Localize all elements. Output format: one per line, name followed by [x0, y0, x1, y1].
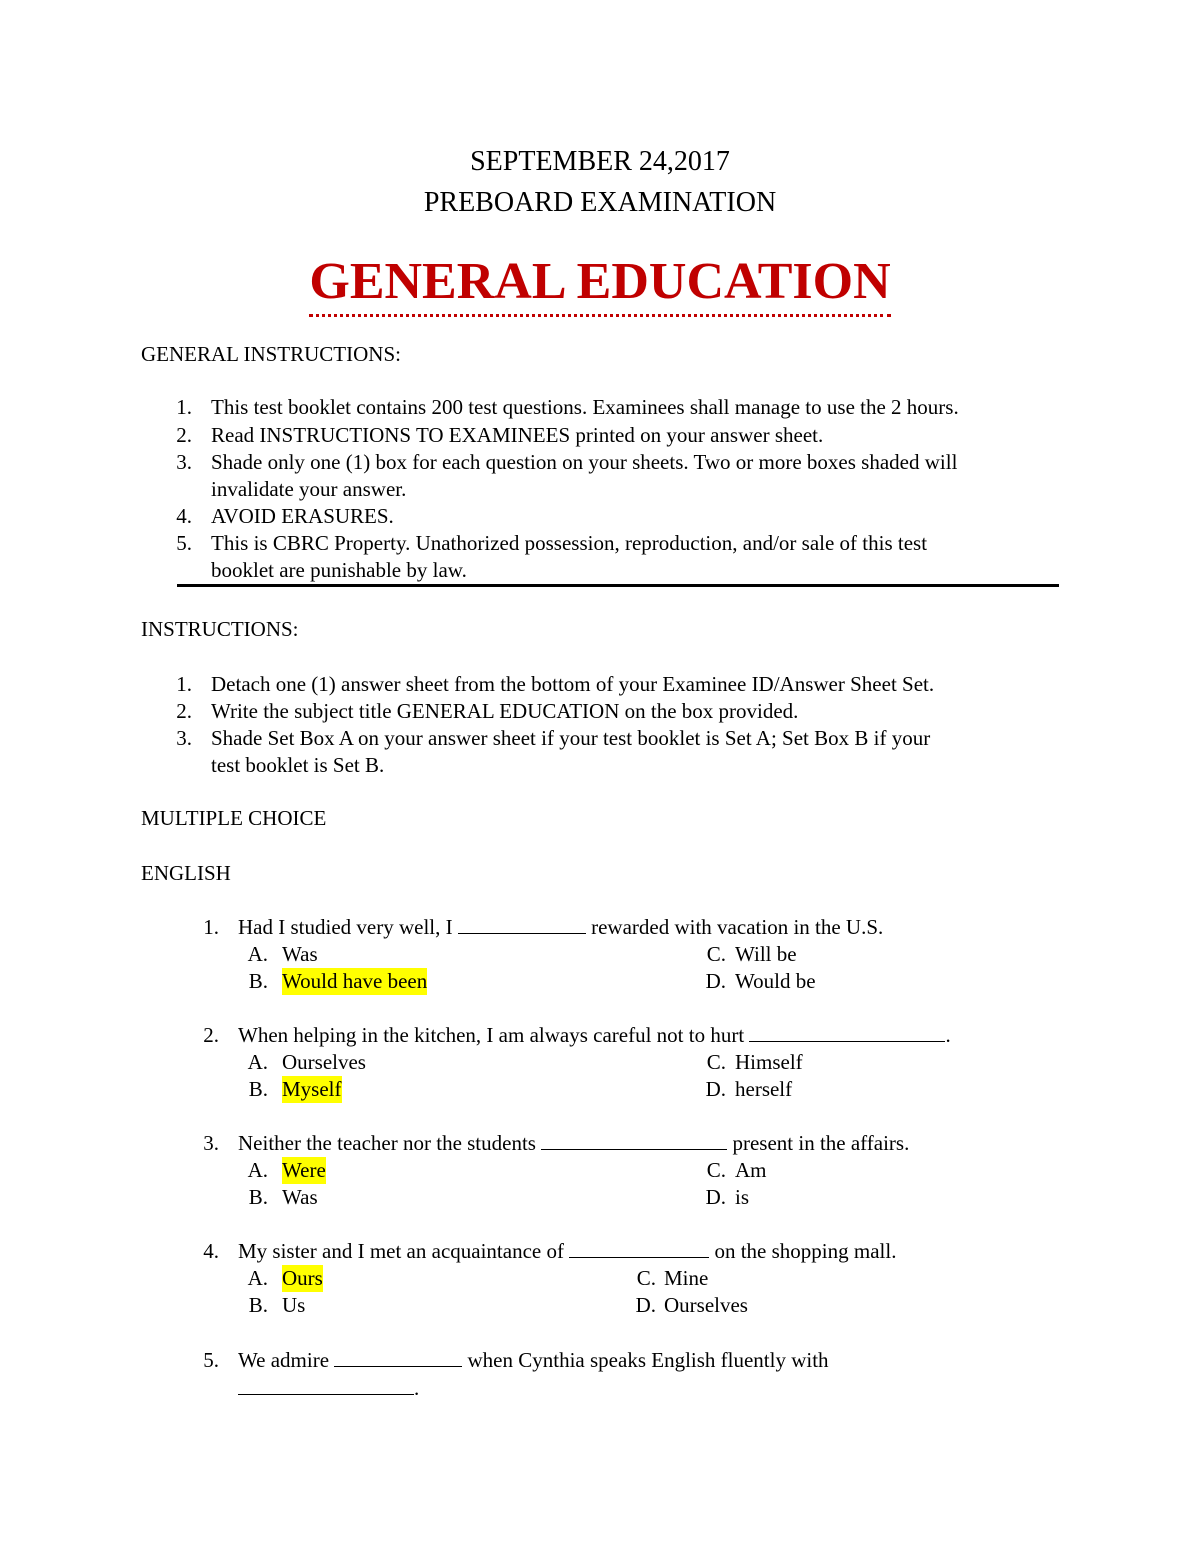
- list-item-number: 2.: [176, 699, 192, 723]
- list-item-text: Shade Set Box A on your answer sheet if your test booklet is Set A; Set Box B if your: [211, 726, 931, 750]
- list-item-text: invalidate your answer.: [211, 477, 407, 501]
- choice-letter: A.: [247, 1266, 268, 1290]
- exam-title: PREBOARD EXAMINATION: [423, 187, 777, 218]
- choice-letter: D.: [705, 969, 726, 993]
- choice-text: herself: [735, 1077, 793, 1101]
- instructions-heading: INSTRUCTIONS:: [141, 617, 299, 641]
- list-item-text: AVOID ERASURES.: [211, 504, 394, 528]
- general-instructions-heading: GENERAL INSTRUCTIONS:: [141, 342, 401, 366]
- question-stem-line2: [238, 1375, 419, 1402]
- stem-after: .: [945, 1023, 951, 1047]
- answer-blank: [458, 915, 586, 934]
- choice-text: Us: [282, 1293, 306, 1317]
- choice-letter: B.: [248, 1293, 268, 1317]
- list-item-number: 1.: [176, 672, 192, 696]
- choice-text: is: [735, 1185, 750, 1209]
- choice-text: Mine: [664, 1266, 709, 1290]
- stem-before: When helping in the kitchen, I am always careful not to hurt: [238, 1023, 745, 1047]
- stem-after: on the shopping mall.: [714, 1239, 897, 1263]
- stem-before: Neither the teacher nor the students: [238, 1131, 536, 1155]
- choice-letter: D.: [705, 1077, 726, 1101]
- choice-letter: A.: [247, 942, 268, 966]
- list-item-text: test booklet is Set B.: [211, 753, 385, 777]
- list-item-number: 5.: [176, 531, 192, 555]
- list-item-text: This is CBRC Property. Unathorized possession, reproduction, and/or sale of this test: [211, 531, 928, 555]
- choice-letter: A.: [247, 1050, 268, 1074]
- choice-text: Ourselves: [664, 1293, 748, 1317]
- choice-letter: D.: [705, 1185, 726, 1209]
- question-stem: [238, 1022, 951, 1049]
- choice-letter: C.: [706, 942, 726, 966]
- stem-before: My sister and I met an acquaintance of: [238, 1239, 564, 1263]
- subject-title-wrap: [0, 252, 1200, 317]
- question-number: 1.: [203, 915, 219, 939]
- stem-before: We admire: [238, 1348, 330, 1372]
- section-label: MULTIPLE CHOICE: [141, 806, 327, 830]
- list-item-text: This test booklet contains 200 test questions. Examinees shall manage to use the 2 hours.: [211, 395, 959, 419]
- answer-blank: [749, 1023, 945, 1042]
- choice-text-highlighted: Were: [282, 1158, 326, 1182]
- exam-date: SEPTEMBER 24,2017: [470, 146, 730, 177]
- choice-letter: C.: [636, 1266, 656, 1290]
- question-stem: [238, 1347, 829, 1374]
- choice-text: Was: [282, 1185, 318, 1209]
- question-number: 5.: [203, 1348, 219, 1372]
- choice-letter: D.: [635, 1293, 656, 1317]
- question-number: 2.: [203, 1023, 219, 1047]
- choice-text-highlighted: Myself: [282, 1077, 342, 1101]
- choice-text-highlighted: Ours: [282, 1266, 323, 1290]
- choice-text: Was: [282, 942, 318, 966]
- list-item-text: Detach one (1) answer sheet from the bottom of your Examinee ID/Answer Sheet Set.: [211, 672, 935, 696]
- question-stem: [238, 1130, 909, 1157]
- choice-text: Ourselves: [282, 1050, 366, 1074]
- answer-blank: [541, 1131, 727, 1150]
- choice-letter: B.: [248, 1185, 268, 1209]
- choice-letter: B.: [248, 969, 268, 993]
- subsection-label: ENGLISH: [141, 861, 231, 885]
- choice-letter: A.: [247, 1158, 268, 1182]
- list-item-text: booklet are punishable by law.: [211, 558, 467, 582]
- answer-blank: [569, 1239, 709, 1258]
- choice-text: Himself: [735, 1050, 803, 1074]
- answer-blank: [238, 1376, 414, 1395]
- list-item-number: 1.: [176, 395, 192, 419]
- stem-after: rewarded with vacation in the U.S.: [591, 915, 884, 939]
- choice-letter: C.: [706, 1050, 726, 1074]
- choice-letter: B.: [248, 1077, 268, 1101]
- subject-title: GENERAL EDUCATION: [309, 252, 890, 317]
- answer-blank: [334, 1348, 462, 1367]
- list-item-number: 3.: [176, 726, 192, 750]
- choice-letter: C.: [706, 1158, 726, 1182]
- stem-after: when Cynthia speaks English fluently with: [467, 1348, 829, 1372]
- question-number: 3.: [203, 1131, 219, 1155]
- list-item-number: 2.: [176, 423, 192, 447]
- choice-text: Am: [735, 1158, 767, 1182]
- stem-after: present in the affairs.: [732, 1131, 910, 1155]
- list-item-number: 3.: [176, 450, 192, 474]
- list-item-number: 4.: [176, 504, 192, 528]
- choice-text: Will be: [735, 942, 797, 966]
- list-item-text: Read INSTRUCTIONS TO EXAMINEES printed on your answer sheet.: [211, 423, 824, 447]
- question-number: 4.: [203, 1239, 219, 1263]
- stem-before: Had I studied very well, I: [238, 915, 453, 939]
- stem-after: .: [414, 1376, 420, 1400]
- list-item-text: Shade only one (1) box for each question on your sheets. Two or more boxes shaded will: [211, 450, 958, 474]
- choice-text-highlighted: Would have been: [282, 969, 428, 993]
- section-divider: [177, 584, 1059, 587]
- question-stem: [238, 914, 883, 941]
- list-item-text: Write the subject title GENERAL EDUCATION on the box provided.: [211, 699, 799, 723]
- question-stem: [238, 1238, 896, 1265]
- choice-text: Would be: [735, 969, 816, 993]
